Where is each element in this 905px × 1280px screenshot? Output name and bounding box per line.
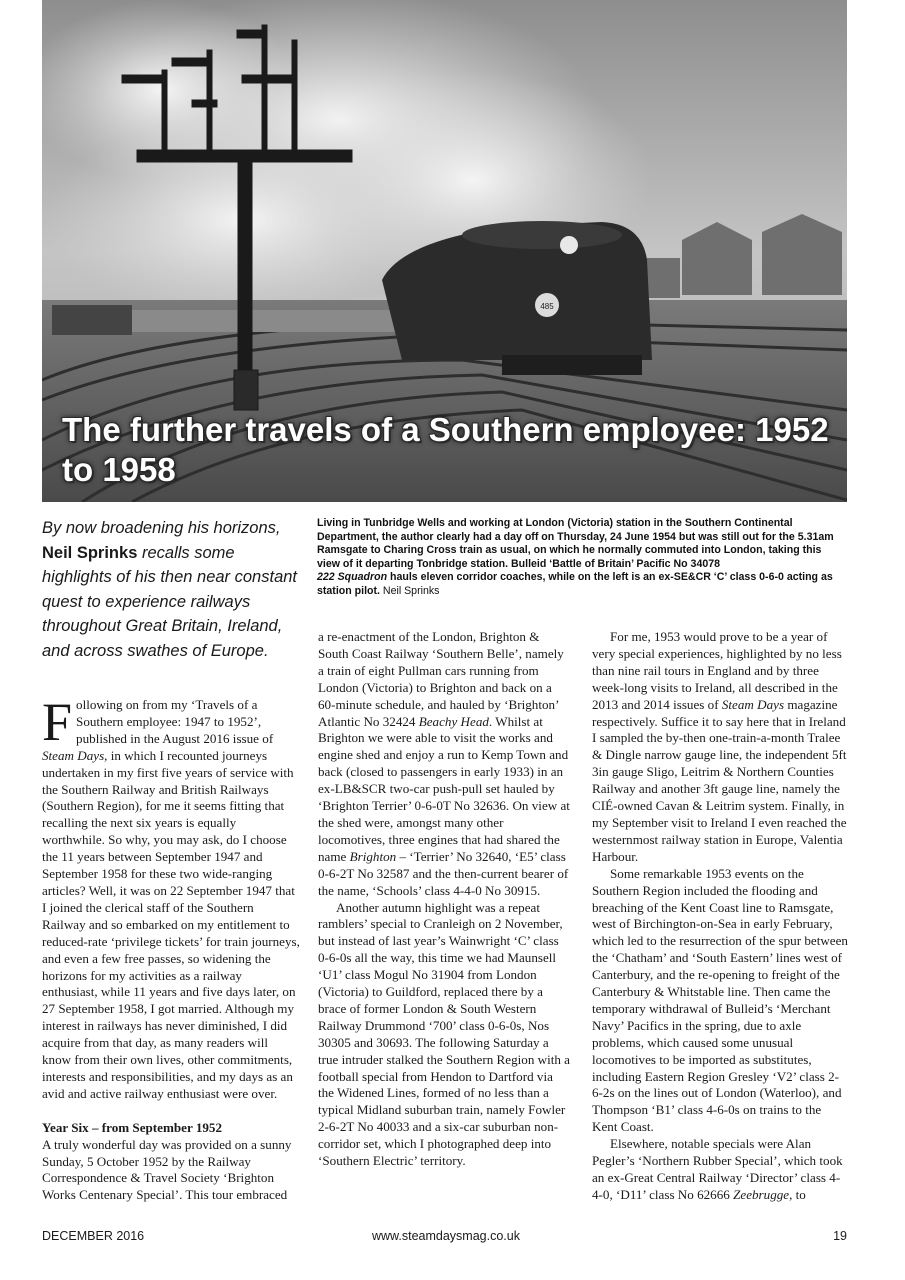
text-run: a re-enactment of the London, Brighton & South Coast Railway ‘Southern Belle’, namely a train of eight Pullman cars running from London (Victoria) to Brighton and back on a 60-minute schedule, and hauled by ‘Brighton’ Atlantic No 32424 (318, 629, 564, 729)
caption-text-2: hauls eleven corridor coaches, while on the left is an ex-SE&CR ‘C’ class 0-6-0 acting as station pilot. (317, 571, 833, 597)
paragraph: Some remarkable 1953 events on the Southern Region included the flooding and breaching of the Kent Coast line to Ramsgate, west of Birchington-on-Sea in early February, which led to the resurrection of the spur between the ‘Chatham’ and ‘South Eastern’ lines west of Canterbury, and the re-opening to freight of the Canterbury & Whitstable line. Then came the temporary withdrawal of Bulleid’s ‘Merchant Navy’ Pacifics in the spring, due to axle problems, which caused some unusual locomotives to be imported as substitutes, including Eastern Region Gresley ‘V2’ class 2-6-2s on the lines out of London (Waterloo), and Thompson ‘B1’ class 4-6-0s on trains to the Kent Coast. (592, 865, 848, 1135)
loco-name: Zeebrugge, (733, 1186, 793, 1202)
standfirst (42, 516, 300, 663)
paragraph: Another autumn highlight was a repeat ramblers’ special to Cranleigh on 2 November, but instead of last year’s Wainwright ‘C’ class 0-6-0s all the way, this time we had Maunsell ‘U1’ class Mogul No 31904 from London (Victoria) to Guildford, replaced there by a brace of former London & South Western Railway Drummond ‘700’ class 0-6-0s, Nos 30305 and 30693. The following Saturday a true intruder stalked the Southern Region with a football special from Hendon to Dartford via the Widened Lines, formed of no less than a typical Midland suburban train, namely Fowler 2-6-2T No 40033 and a six-car suburban non-corridor set, which I photographed deep into ‘Southern Electric’ territory. (318, 899, 570, 1169)
text-run: – ‘Terrier’ No 32640, ‘E5’ class 0-6-2T No 32587 and the then-current bearer of the name, ‘Schools’ class 4-4-0 No 30915. (318, 848, 569, 898)
text-run: ollowing on from my ‘Travels of a Southern employee: 1947 to 1952’, published in the August 2016 issue of (76, 697, 274, 746)
text-run: to (795, 1186, 806, 1202)
paragraph (318, 629, 572, 900)
standfirst-lead: By now broadening his horizons, (42, 519, 281, 537)
drop-cap: F (42, 692, 73, 752)
author-name: Neil Sprinks (42, 543, 138, 562)
footer-url[interactable]: www.steamdaysmag.co.uk (372, 1229, 520, 1243)
magazine-title: Steam Days (721, 696, 785, 712)
magazine-title: Steam Days, (42, 747, 108, 763)
caption-text-1: Living in Tunbridge Wells and working at London (Victoria) station in the Southern Continental Department, the author clearly had a day off on Thursday, 24 June 1954 but was still out for the 5.31am Ramsgate to Charing Cross train as usual, on which he normally commuted into London, taking this view of it departing Tonbridge station. Bulleid ‘Battle of Britain’ Pacific No 34078 (317, 517, 834, 570)
paragraph (42, 692, 300, 1103)
loco-name: Brighton (349, 848, 397, 864)
hero-photo (42, 0, 847, 502)
text-run: magazine respectively. Suffice it to say here that in Ireland I sampled the by-then one-train-a-month Tralee & Dingle narrow gauge line, the independent 5ft 3in gauge Sligo, Leitrim & Northern Counties Railway and another 3ft gauge line, namely the CIÉ-owned Cavan & Leitrim system. Finally, in my September visit to Ireland I even reached the westernmost railway station in Europe, Valentia Harbour. (592, 696, 847, 864)
paragraph (592, 1136, 848, 1204)
text-run: in which I recounted journeys undertaken in my first five years of service with the Southern Railway and British Railways (Southern Region), for me it seems fitting that recalling the next six years is equally worthwhile. So why, you may ask, do I choose the 11 years between September 1947 and September 1958 for these two wide-ranging articles? Well, it was on 22 September 1947 that I joined the clerical staff of the Southern Railway and so embarked on my entitlement to reduced-rate ‘privilege tickets’ for train journeys, and even a few free passes, so widening the horizons for my activities as a railway enthusiast, while 11 years and five days later, on 27 September 1958, I got married. Although my interest in railways has never diminished, I did acquire from that day, as many readers will know from their own lives, other commitments, interests and responsibilities, and my days as an avid and active railway enthusiast were over. (42, 747, 300, 1101)
text-run: . Whilst at Brighton we were able to visit the works and engine shed and enjoy a run to Kemp Town and back (closed to passengers in early 1933) in an ex-LB&SCR two-car push-pull set hauled by ‘Brighton Terrier’ 0-6-0T No 32636. On view at the shed were, amongst many other locomotives, three engines that had shared the name (318, 713, 570, 864)
page-number: 19 (833, 1229, 847, 1243)
section-subhead: Year Six – from September 1952 (42, 1119, 223, 1135)
photo-credit: Neil Sprinks (382, 584, 440, 597)
article-title: The further travels of a Southern employee: 1952 to 1958 (62, 411, 829, 488)
loco-name: Beachy Head (418, 713, 489, 729)
caption-loco-name: 222 Squadron (317, 571, 388, 584)
paragraph: A truly wonderful day was provided on a sunny Sunday, 5 October 1952 by the Railway Correspondence & Travel Society ‘Brighton Works Centenary Special’. This tour embraced (42, 1136, 292, 1203)
text-run: Elsewhere, notable specials were Alan Pegler’s ‘Northern Rubber Special’, which took an ex-Great Central Railway ‘Director’ class 4-4-0, ‘D11’ class No 62666 (592, 1136, 843, 1202)
standfirst-rest: recalls some highlights of his then near constant quest to experience railways throughout Great Britain, Ireland, and across swathes of Europe. (42, 543, 298, 660)
body-column-3 (592, 629, 848, 1204)
text-run: For me, 1953 would prove to be a year of very special experiences, highlighted by no less than nine rail tours in England and by three week-long visits to Ireland, all described in the 2013 and 2014 issues of (592, 629, 842, 712)
loco-headcode: 485 (540, 302, 554, 311)
body-column-1 (42, 692, 300, 1204)
body-column-2 (318, 629, 572, 1170)
paragraph (592, 629, 848, 866)
photo-caption (317, 517, 847, 599)
footer-issue: DECEMBER 2016 (42, 1229, 145, 1243)
